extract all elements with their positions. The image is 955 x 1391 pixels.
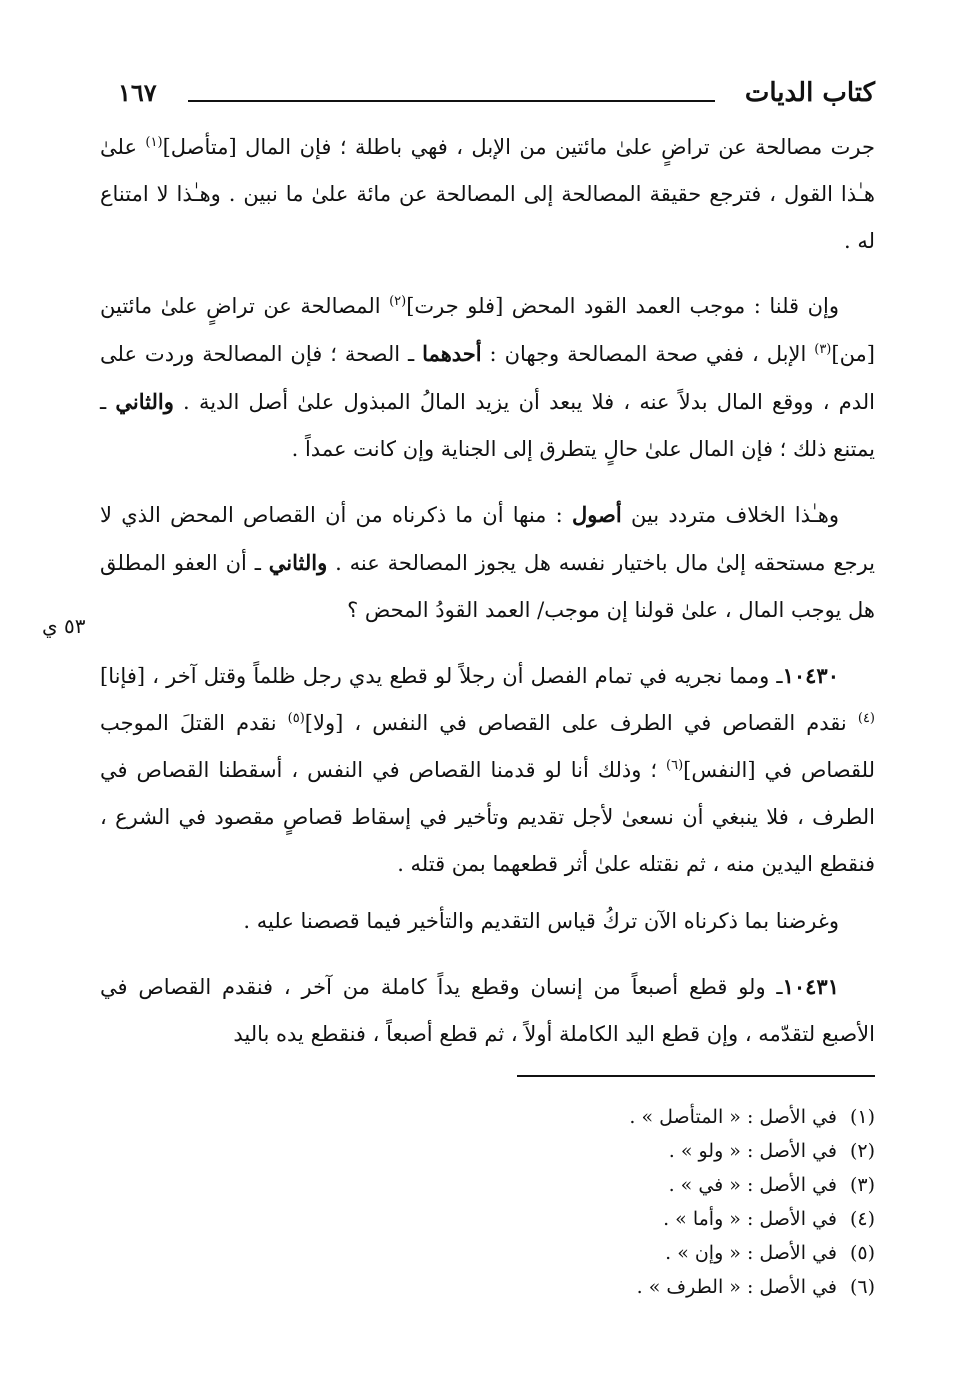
text-run: نقدم القتلَ الموجب للقصاص في [النفس] <box>100 711 875 782</box>
paragraph <box>100 652 875 888</box>
text-run: ؛ وذلك أنا لو قدمنا القصاص في النفس ، أسقطنا القصاص في الطرف ، فلا ينبغي أن نسعىٰ لأجل تقديم وتأخير في إسقاط قصاصٍ مقصود في الشرع ، فنقطع اليدين منه ، ثم نقتله علىٰ أثر قطعهما بمن قتله . <box>100 758 875 876</box>
footnote-text: في الأصل : « وإن » . <box>665 1242 837 1264</box>
running-header <box>118 76 875 116</box>
text-run: ـ ولو قطع أصبعاً من إنسان وقطع يداً كاملة من آخر ، فنقدم القصاص في الأصبع لتقدّمه ، وإن قطع اليد الكاملة أولاً ، ثم قطع أصبعاً ، فنقطع يده باليد <box>100 975 875 1046</box>
text-run: ـ ومما نجريه في تمام الفصل أن رجلاً لو قطع يدي رجل ظلماً وقتل آخر ، [فإنا] <box>100 664 783 688</box>
footnote-text: في الأصل : « المتأصل » . <box>629 1106 837 1128</box>
footnote <box>475 1134 875 1168</box>
bold-term: والثاني <box>115 389 174 414</box>
footnote-text: في الأصل : « في » . <box>668 1174 837 1196</box>
footnote <box>475 1168 875 1202</box>
footnote <box>475 1202 875 1236</box>
footnotes <box>475 1100 875 1304</box>
header-rule <box>188 100 715 102</box>
text-run: نقدم القصاص في الطرف على القصاص في النفس ، [ولا] <box>304 711 858 735</box>
bold-term: ١٠٤٣١ <box>782 974 839 999</box>
paragraph <box>100 283 875 473</box>
text-run: وغرضنا بما ذكرناه الآن تركُ قياس التقديم والتأخير فيما قصصنا عليه . <box>243 909 839 933</box>
paragraph <box>100 963 875 1058</box>
body-text <box>100 124 875 1076</box>
bold-term: أحدهما <box>422 341 482 366</box>
text-run: الإبل ، ففي صحة المصالحة وجهان : <box>481 342 815 366</box>
footnote-number: (٤) <box>849 1208 875 1230</box>
footnote-number: (٢) <box>849 1140 875 1162</box>
text-run: ـ يمتنع ذلك ؛ فإن المال علىٰ حالٍ يتطرق إلى الجناية وإن كانت عمداً . <box>100 390 875 461</box>
footnote <box>475 1100 875 1134</box>
footnote <box>475 1236 875 1270</box>
footnote-text: في الأصل : « ولو » . <box>668 1140 837 1162</box>
bold-term: والثاني <box>268 550 328 575</box>
footnote-ref: (٢) <box>389 294 407 309</box>
footnote-number: (٣) <box>849 1174 875 1196</box>
footnote-text: في الأصل : « وأما » . <box>663 1208 837 1230</box>
footnote-ref: (٦) <box>666 758 684 773</box>
footnote-ref: (٤) <box>857 711 875 726</box>
text-run: وهـٰذا الخلاف متردد بين <box>621 503 839 527</box>
paragraph <box>100 491 875 634</box>
text-run: وإن قلنا : موجب العمد القود المحض [فلو جرت] <box>406 294 839 318</box>
footnote-number: (٥) <box>849 1242 875 1264</box>
text-run: علىٰ هـٰذا القول ، فترجع حقيقة المصالحة إلى المصالحة عن مائة علىٰ ما نبين . وهـٰذا لا امتناع له . <box>100 135 875 253</box>
footnote-ref: (٣) <box>814 342 832 357</box>
text-run: المصالحة عن تراضٍ علىٰ مائتين [من] <box>100 294 875 366</box>
bold-term: أصول <box>571 502 622 527</box>
bold-term: ١٠٤٣٠ <box>782 663 839 688</box>
margin-manuscript-reference: ٥٣ ي <box>42 614 86 638</box>
text-run: : منها أن ما ذكرناه من أن القصاص المحض الذي لا يرجع مستحقه إلىٰ مال باختيار نفسه هل يجوز المصالحة عنه . <box>100 503 875 575</box>
text-run: جرت مصالحة عن تراضٍ علىٰ مائتين من الإبل ، فهي باطلة ؛ فإن المال [متأصل] <box>162 135 875 159</box>
footnote-separator <box>517 1075 875 1077</box>
footnote-number: (١) <box>849 1106 875 1128</box>
text-run: ـ أن العفو المطلق هل يوجب المال ، علىٰ قولنا إن موجب/ العمد القودُ المحض ؟ <box>100 551 875 622</box>
text-run: ـ الصحة ؛ فإن المصالحة وردت على الدم ، ووقع المال بدلاً عنه ، فلا يبعد أن يزيد المالُ المبذول علىٰ أصل الدية . <box>100 342 875 414</box>
footnote-number: (٦) <box>849 1276 875 1298</box>
footnote-ref: (١) <box>145 135 163 150</box>
chapter-title: كتاب الديات <box>744 78 875 108</box>
paragraph <box>100 898 875 945</box>
footnote-text: في الأصل : « الطرف » . <box>636 1276 837 1298</box>
paragraph <box>100 124 875 265</box>
footnote-ref: (٥) <box>287 711 305 726</box>
page-number: ١٦٧ <box>118 78 157 107</box>
footnote <box>475 1270 875 1304</box>
